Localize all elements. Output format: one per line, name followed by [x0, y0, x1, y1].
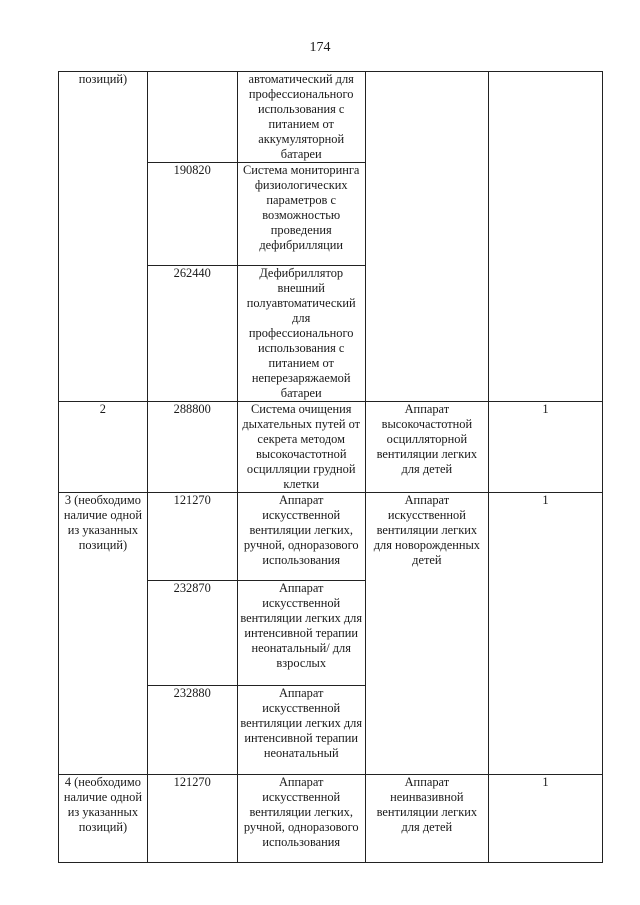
name-cell: Система очищения дыхательных путей от секрета методом высокочастотной осцилляции грудной клетки — [237, 402, 365, 493]
table-row — [59, 493, 603, 581]
device-type-cell: Аппарат искусственной вентиляции легких для новорожденных детей — [365, 493, 488, 775]
quantity-cell: 1 — [488, 402, 602, 493]
name-cell: Дефибриллятор внешний полуавтоматический для профессионального использования с питанием от неперезаряжаемой батареи — [237, 266, 365, 402]
code-cell — [147, 72, 237, 163]
table-row — [59, 775, 603, 863]
group-cell: 2 — [59, 402, 148, 493]
code-cell: 190820 — [147, 163, 237, 266]
table-row — [59, 72, 603, 163]
quantity-cell — [488, 72, 602, 402]
code-cell: 121270 — [147, 493, 237, 581]
quantity-cell: 1 — [488, 493, 602, 775]
device-type-cell: Аппарат высокочастотной осцилляторной вентиляции легких для детей — [365, 402, 488, 493]
name-cell: Аппарат искусственной вентиляции легких для интенсивной терапии неонатальный — [237, 686, 365, 775]
group-cell: 4 (необходимо наличие одной из указанных позиций) — [59, 775, 148, 863]
code-cell: 232870 — [147, 581, 237, 686]
device-type-cell — [365, 72, 488, 402]
table-row — [59, 402, 603, 493]
page-number: 174 — [309, 40, 331, 55]
name-cell: Аппарат искусственной вентиляции легких, ручной, одноразового использования — [237, 775, 365, 863]
code-cell: 262440 — [147, 266, 237, 402]
code-cell: 288800 — [147, 402, 237, 493]
name-cell: Аппарат искусственной вентиляции легких, ручной, одноразового использования — [237, 493, 365, 581]
code-cell: 121270 — [147, 775, 237, 863]
quantity-cell: 1 — [488, 775, 602, 863]
group-cell: 3 (необходимо наличие одной из указанных позиций) — [59, 493, 148, 775]
code-cell: 232880 — [147, 686, 237, 775]
name-cell: Аппарат искусственной вентиляции легких для интенсивной терапии неонатальный/ для взрослых — [237, 581, 365, 686]
group-cell: позиций) — [59, 72, 148, 402]
name-cell: Система мониторинга физиологических параметров с возможностью проведения дефибрилляции — [237, 163, 365, 266]
device-type-cell: Аппарат неинвазивной вентиляции легких для детей — [365, 775, 488, 863]
equipment-table — [58, 71, 603, 863]
name-cell: автоматический для профессионального использования с питанием от аккумуляторной батареи — [237, 72, 365, 163]
